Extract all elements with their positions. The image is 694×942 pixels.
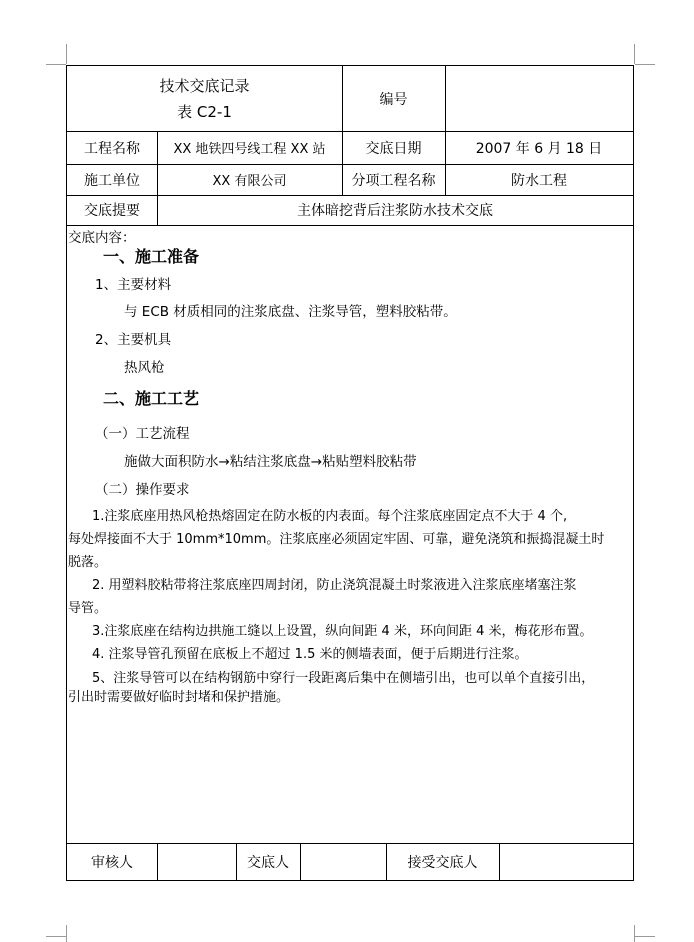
crop-mark [46, 64, 66, 65]
paragraph-line: 引出时需要做好临时封堵和保护措施。 [68, 690, 290, 705]
paragraph-line: 脱落。 [68, 555, 108, 570]
unit-value[interactable]: XX 有限公司 [212, 174, 287, 189]
reviewer-label: 审核人 [91, 854, 133, 871]
receiver-value[interactable] [499, 843, 633, 880]
row-divider [67, 225, 633, 226]
unit-label: 施工单位 [84, 172, 140, 189]
date-label: 交底日期 [365, 140, 422, 157]
paragraph-line: 2. 用塑料胶粘带将注浆底座四周封闭，防止浇筑混凝土时浆液进入注浆底座堵塞注浆 [92, 578, 577, 593]
crop-mark [634, 44, 635, 64]
reviewer-value[interactable] [157, 843, 236, 880]
sub-project-label: 分项工程名称 [351, 172, 436, 189]
paragraph-line: 1.注浆底座用热风枪热熔固定在防水板的内表面。每个注浆底座固定点不大于 4 个, [92, 509, 568, 524]
receiver-label: 接受交底人 [407, 854, 478, 871]
item-text: 热风枪 [124, 360, 165, 376]
number-label: 编号 [379, 91, 408, 108]
date-value[interactable]: 2007 年 6 月 18 日 [475, 140, 603, 157]
crop-mark [66, 44, 67, 64]
sub-project-value[interactable]: 防水工程 [511, 172, 567, 189]
item-text: 与 ECB 材质相同的注浆底盘、注浆导管，塑料胶粘带。 [124, 304, 457, 320]
section-heading: 二、施工工艺 [103, 389, 200, 408]
discloser-value[interactable] [300, 843, 386, 880]
paragraph-line: 4. 注浆导管孔预留在底板上不超过 1.5 米的侧墙表面，便于后期进行注浆。 [92, 647, 528, 662]
form-number: 表 C2-1 [177, 103, 232, 121]
content-label: 交底内容： [68, 230, 136, 246]
crop-mark [635, 936, 655, 937]
paragraph-line: 导管。 [68, 601, 108, 616]
sub-heading: （一）工艺流程 [95, 426, 190, 442]
paragraph-line: 3.注浆底座在结构边拱施工缝以上设置，纵向间距 4 米，环向间距 4 米，梅花形布置。 [92, 624, 593, 639]
project-name-label: 工程名称 [84, 140, 140, 157]
number-value[interactable] [445, 66, 633, 131]
flow-text: 施做大面积防水→粘结注浆底盘→粘贴塑料胶粘带 [124, 454, 417, 470]
crop-mark [46, 936, 66, 937]
item-heading: 1、主要材料 [95, 277, 172, 293]
crop-mark [66, 925, 67, 942]
crop-mark [635, 64, 655, 65]
project-name-value[interactable]: XX 地铁四号线工程 XX 站 [173, 142, 326, 157]
paragraph-line: 每处焊接面不大于 10mm*10mm。注浆底座必须固定牢固、可靠，避免浇筑和振捣混凝土时 [68, 532, 605, 547]
discloser-label: 交底人 [247, 854, 289, 871]
summary-label: 交底提要 [84, 203, 140, 219]
paragraph-line: 5、注浆导管可以在结构钢筋中穿行一段距离后集中在侧墙引出，也可以单个直接引出， [92, 671, 595, 686]
sub-heading: （二）操作要求 [95, 482, 190, 498]
summary-value[interactable]: 主体暗挖背后注浆防水技术交底 [297, 203, 493, 219]
section-heading: 一、施工准备 [103, 247, 200, 266]
crop-mark [634, 925, 635, 942]
page-title: 技术交底记录 [159, 77, 250, 95]
title-block [67, 72, 342, 126]
item-heading: 2、主要机具 [95, 332, 172, 348]
